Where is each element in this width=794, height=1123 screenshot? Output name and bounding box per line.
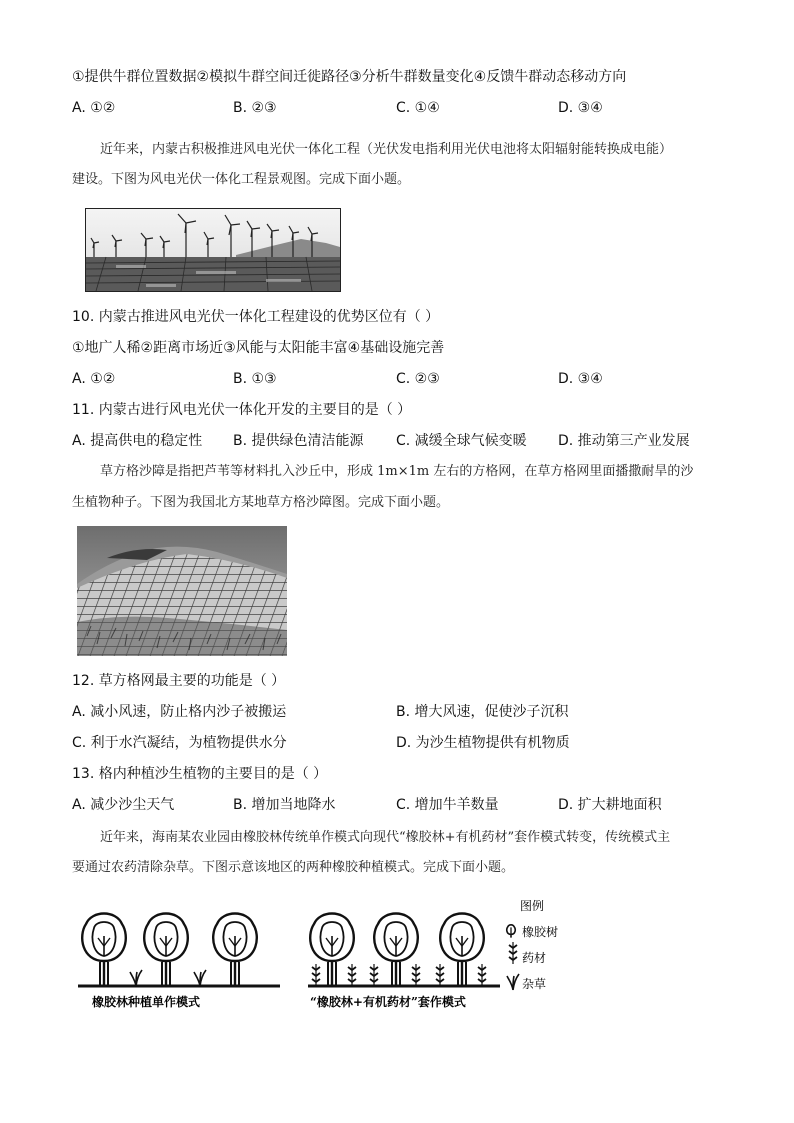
legend-label-herb: 药材 <box>522 951 547 965</box>
q9-items: ①提供牛群位置数据②模拟牛群空间迁徙路径③分析牛群数量变化④反馈牛群动态移动方向 <box>72 69 627 85</box>
q10-option-a: A. ①② <box>72 371 116 387</box>
q12-option-b: B. 增大风速，促使沙子沉积 <box>396 704 569 720</box>
q13-option-a: A. 减少沙尘天气 <box>72 797 175 813</box>
q13-stem: 13. 格内种植沙生植物的主要目的是（ ） <box>72 766 328 782</box>
rubber-tree-icon <box>144 914 188 987</box>
q13-option-d: D. 扩大耕地面积 <box>558 797 662 813</box>
q10-stem: 10. 内蒙古推进风电光伏一体化工程建设的优势区位有（ ） <box>72 309 440 325</box>
q12-option-a: A. 减小风速，防止格内沙子被搬运 <box>72 704 287 720</box>
rubber-tree-icon <box>82 914 126 987</box>
passage1-line2: 建设。下图为风电光伏一体化工程景观图。完成下面小题。 <box>72 172 411 187</box>
q11-option-b: B. 提供绿色清洁能源 <box>233 433 364 449</box>
rubber-tree-icon <box>440 914 484 987</box>
legend-label-weed: 杂草 <box>522 977 547 991</box>
legend-weed-icon <box>507 974 519 990</box>
q10-items: ①地广人稀②距离市场近③风能与太阳能丰富④基础设施完善 <box>72 340 445 356</box>
q11-option-d: D. 推动第三产业发展 <box>558 433 690 449</box>
straw-checkerboard-photo <box>77 526 287 656</box>
q9-option-a: A. ①② <box>72 100 116 116</box>
q10-option-c: C. ②③ <box>396 371 440 387</box>
q9-option-c: C. ①④ <box>396 100 440 116</box>
q10-option-d: D. ③④ <box>558 371 603 387</box>
q13-option-b: B. 增加当地降水 <box>233 797 336 813</box>
herb-icon <box>348 964 356 986</box>
herb-icon <box>478 964 486 986</box>
passage3-line1: 近年来，海南某农业园由橡胶林传统单作模式向现代“橡胶林+有机药材”套作模式转变，传统模式主 <box>100 830 671 845</box>
rubber-tree-icon <box>374 914 418 987</box>
passage2-line1: 草方格沙障是指把芦苇等材料扎入沙丘中，形成 1m×1m 左右的方格网，在草方格网里面播撒耐旱的沙 <box>100 464 694 479</box>
herb-icon <box>370 964 378 986</box>
q13-option-c: C. 增加牛羊数量 <box>396 797 499 813</box>
passage2-line2: 生植物种子。下图为我国北方某地草方格沙障图。完成下面小题。 <box>72 495 450 510</box>
herb-icon <box>436 964 444 986</box>
q12-option-d: D. 为沙生植物提供有机物质 <box>396 735 570 751</box>
wind-solar-photo <box>85 208 341 292</box>
q11-option-a: A. 提高供电的稳定性 <box>72 433 203 449</box>
q9-option-d: D. ③④ <box>558 100 603 116</box>
rubber-planting-diagram <box>70 892 570 1012</box>
passage3-line2: 要通过农药清除杂草。下图示意该地区的两种橡胶种植模式。完成下面小题。 <box>72 860 515 875</box>
weed-icon <box>130 970 142 986</box>
rubber-tree-icon <box>213 914 257 987</box>
left-caption: 橡胶林种植单作模式 <box>92 995 201 1009</box>
weed-icon <box>194 970 206 986</box>
legend-label-rubber: 橡胶树 <box>522 925 559 939</box>
herb-icon <box>312 964 320 986</box>
legend-title: 图例 <box>520 899 545 913</box>
q12-stem: 12. 草方格网最主要的功能是（ ） <box>72 673 286 689</box>
right-caption: “橡胶林+有机药材”套作模式 <box>310 995 466 1009</box>
legend-rubber-tree-icon <box>507 925 515 938</box>
passage1-line1: 近年来，内蒙古积极推进风电光伏一体化工程（光伏发电指利用光伏电池将太阳辐射能转换成电能） <box>100 142 673 157</box>
q11-option-c: C. 减缓全球气候变暖 <box>396 433 527 449</box>
q12-option-c: C. 利于水汽凝结，为植物提供水分 <box>72 735 287 751</box>
q11-stem: 11. 内蒙古进行风电光伏一体化开发的主要目的是（ ） <box>72 402 412 418</box>
q10-option-b: B. ①③ <box>233 371 277 387</box>
q9-option-b: B. ②③ <box>233 100 277 116</box>
herb-icon <box>412 964 420 986</box>
legend-herb-icon <box>509 942 517 964</box>
